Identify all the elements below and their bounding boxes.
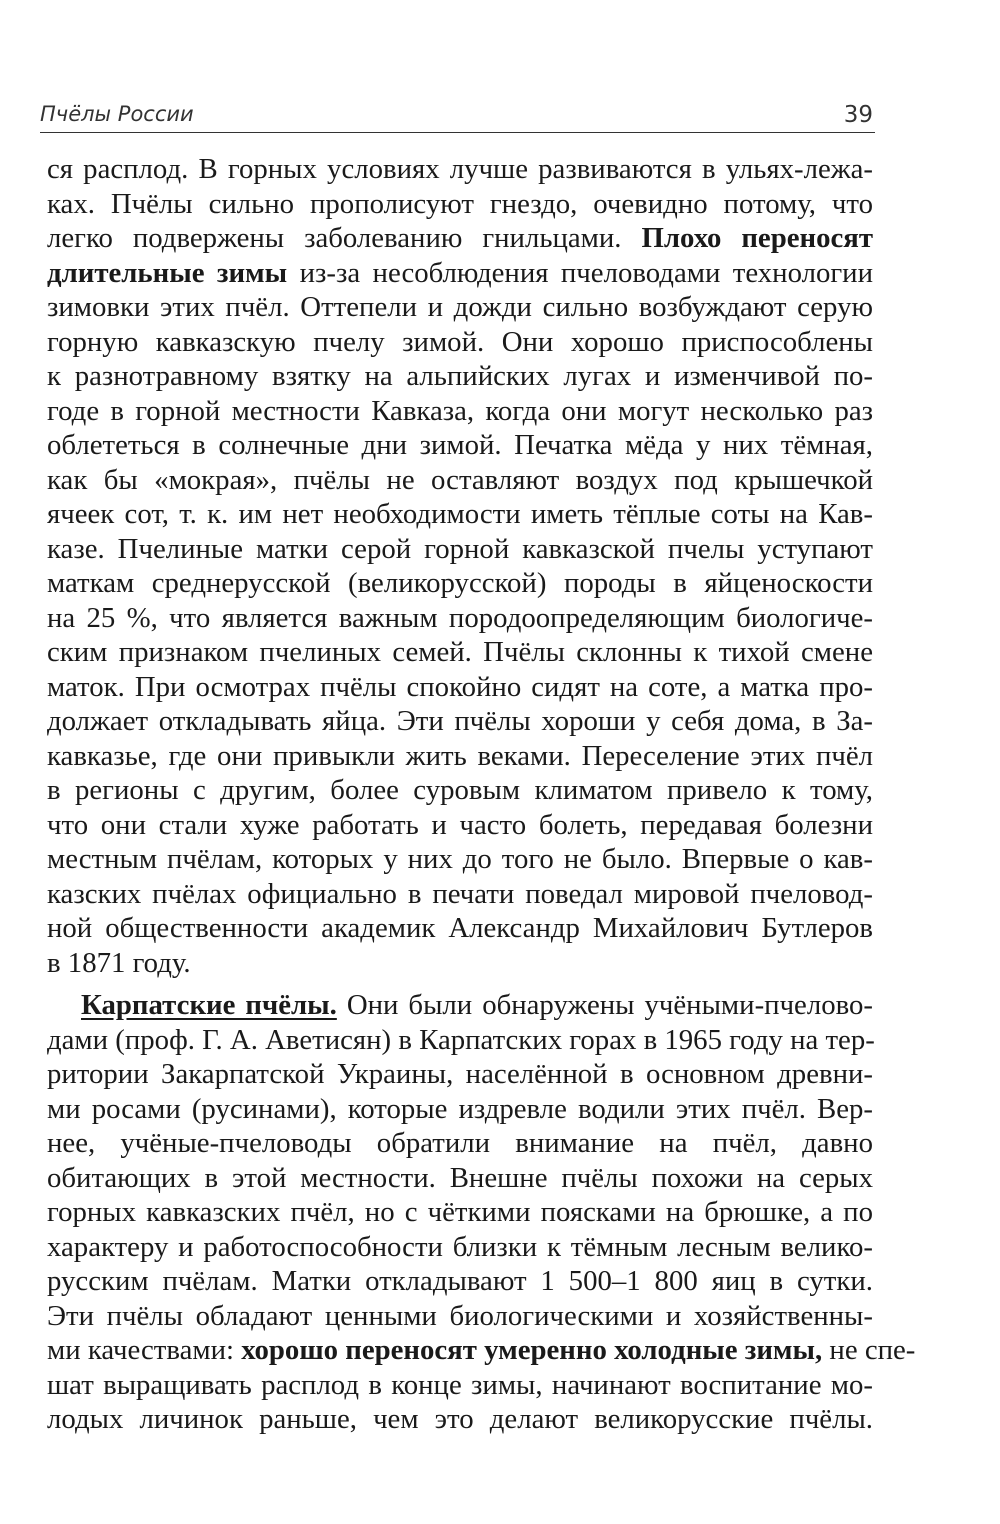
paragraph-caucasian-bees <box>47 152 873 980</box>
bold-emphasis: длительные зимы <box>47 256 288 289</box>
text-line <box>47 256 873 291</box>
running-header <box>40 96 875 133</box>
text-line: что они стали хуже работать и часто болеть, передавая болезни <box>47 808 873 841</box>
text-line: маток. При осмотрах пчёлы спокойно сидят на соте, а матка про- <box>47 670 873 703</box>
text-line: кавказье, где они привыкли жить веками. Переселение этих пчёл <box>47 739 873 772</box>
text-line: ячеек сот, т. к. им нет необходимости иметь тёплые соты на Кав- <box>47 498 873 530</box>
text-line: должает откладывать яйца. Эти пчёлы хороши у себя дома, в За- <box>47 705 873 737</box>
text-line: маткам среднерусской (великорусской) породы в яйценоскости <box>47 567 873 599</box>
text-line: на 25 %, что является важным породоопределяющим биологиче- <box>47 601 873 634</box>
text-line: горную кавказскую пчелу зимой. Они хорошо приспособлены <box>47 325 873 358</box>
bold-emphasis: Плохо переносят <box>641 222 873 254</box>
text-run: из-за несоблюдения пчеловодами технологии <box>299 256 874 289</box>
text-line: ной общественности академик Александр Михайлович Бутлеров <box>47 912 873 944</box>
text-line: казе. Пчелиные матки серой горной кавказской пчелы уступают <box>47 532 873 565</box>
page-number: 39 <box>843 102 873 128</box>
text-line <box>47 1333 916 1368</box>
text-line: как бы «мокрая», пчёлы не оставляют воздух под крышечкой <box>47 463 873 496</box>
running-title: Пчёлы России <box>40 102 194 126</box>
text-line: ми росами (русинами), которые издревле водили этих пчёл. Вер- <box>47 1092 873 1125</box>
text-line: казских пчёлах официально в печати поведал мировой пчеловод- <box>47 877 873 910</box>
text-line: годе в горной местности Кавказа, когда они могут несколько раз <box>47 394 873 427</box>
text-line <box>47 221 873 256</box>
text-line <box>47 988 873 1023</box>
text-line: ритории Закарпатской Украины, населённой в основном древни- <box>47 1058 873 1090</box>
text-line: зимовки этих пчёл. Оттепели и дожди сильно возбуждают серую <box>47 291 873 323</box>
text-line: ся расплод. В горных условиях лучше развиваются в ульях-лежа- <box>47 153 873 185</box>
text-line: ским признаком пчелиных семей. Пчёлы склонны к тихой смене <box>47 636 873 668</box>
text-line: горных кавказских пчёл, но с чёткими поясками на брюшке, а по <box>47 1196 873 1228</box>
text-line: обитающих в этой местности. Внешне пчёлы похожи на серых <box>47 1161 873 1194</box>
paragraph-carpathian-bees <box>47 988 916 1437</box>
bold-emphasis: хорошо переносят умеренно холодные зимы, <box>241 1334 823 1366</box>
text-line: дами (проф. Г. А. Аветисян) в Карпатских горах в 1965 году на тер- <box>47 1023 875 1056</box>
text-line: лодых личинок раньше, чем это делают великорусские пчёлы. <box>47 1403 873 1435</box>
text-line: нее, учёные-пчеловоды обратили внимание на пчёл, давно <box>47 1127 873 1159</box>
text-run: Они были обнаружены учёными-пчелово- <box>346 989 873 1021</box>
section-heading: Карпатские пчёлы. <box>81 989 337 1021</box>
text-line: ках. Пчёлы сильно прополисуют гнездо, очевидно потому, что <box>47 187 873 220</box>
text-line: русским пчёлам. Матки откладывают 1 500–1 800 яиц в сутки. <box>47 1265 873 1297</box>
text-line: характеру и работоспособности близки к тёмным лесным велико- <box>47 1230 873 1263</box>
text-line: к разнотравному взятку на альпийских лугах и изменчивой по- <box>47 360 873 392</box>
text-line: шат выращивать расплод в конце зимы, начинают воспитание мо- <box>47 1368 873 1401</box>
text-line: местным пчёлам, которых у них до того не было. Впервые о кав- <box>47 843 873 875</box>
text-line: Эти пчёлы обладают ценными биологическими и хозяйственны- <box>47 1299 873 1332</box>
text-run: легко подвержены заболеванию гнильцами. <box>47 222 622 254</box>
text-line: облететься в солнечные дни зимой. Печатка мёда у них тёмная, <box>47 429 873 461</box>
text-line: в 1871 году. <box>47 946 191 979</box>
text-line: в регионы с другим, более суровым климатом привело к тому, <box>47 774 873 806</box>
text-run: ми качествами: <box>47 1334 234 1366</box>
text-run: не спе- <box>829 1334 916 1366</box>
body-text <box>47 152 916 1437</box>
